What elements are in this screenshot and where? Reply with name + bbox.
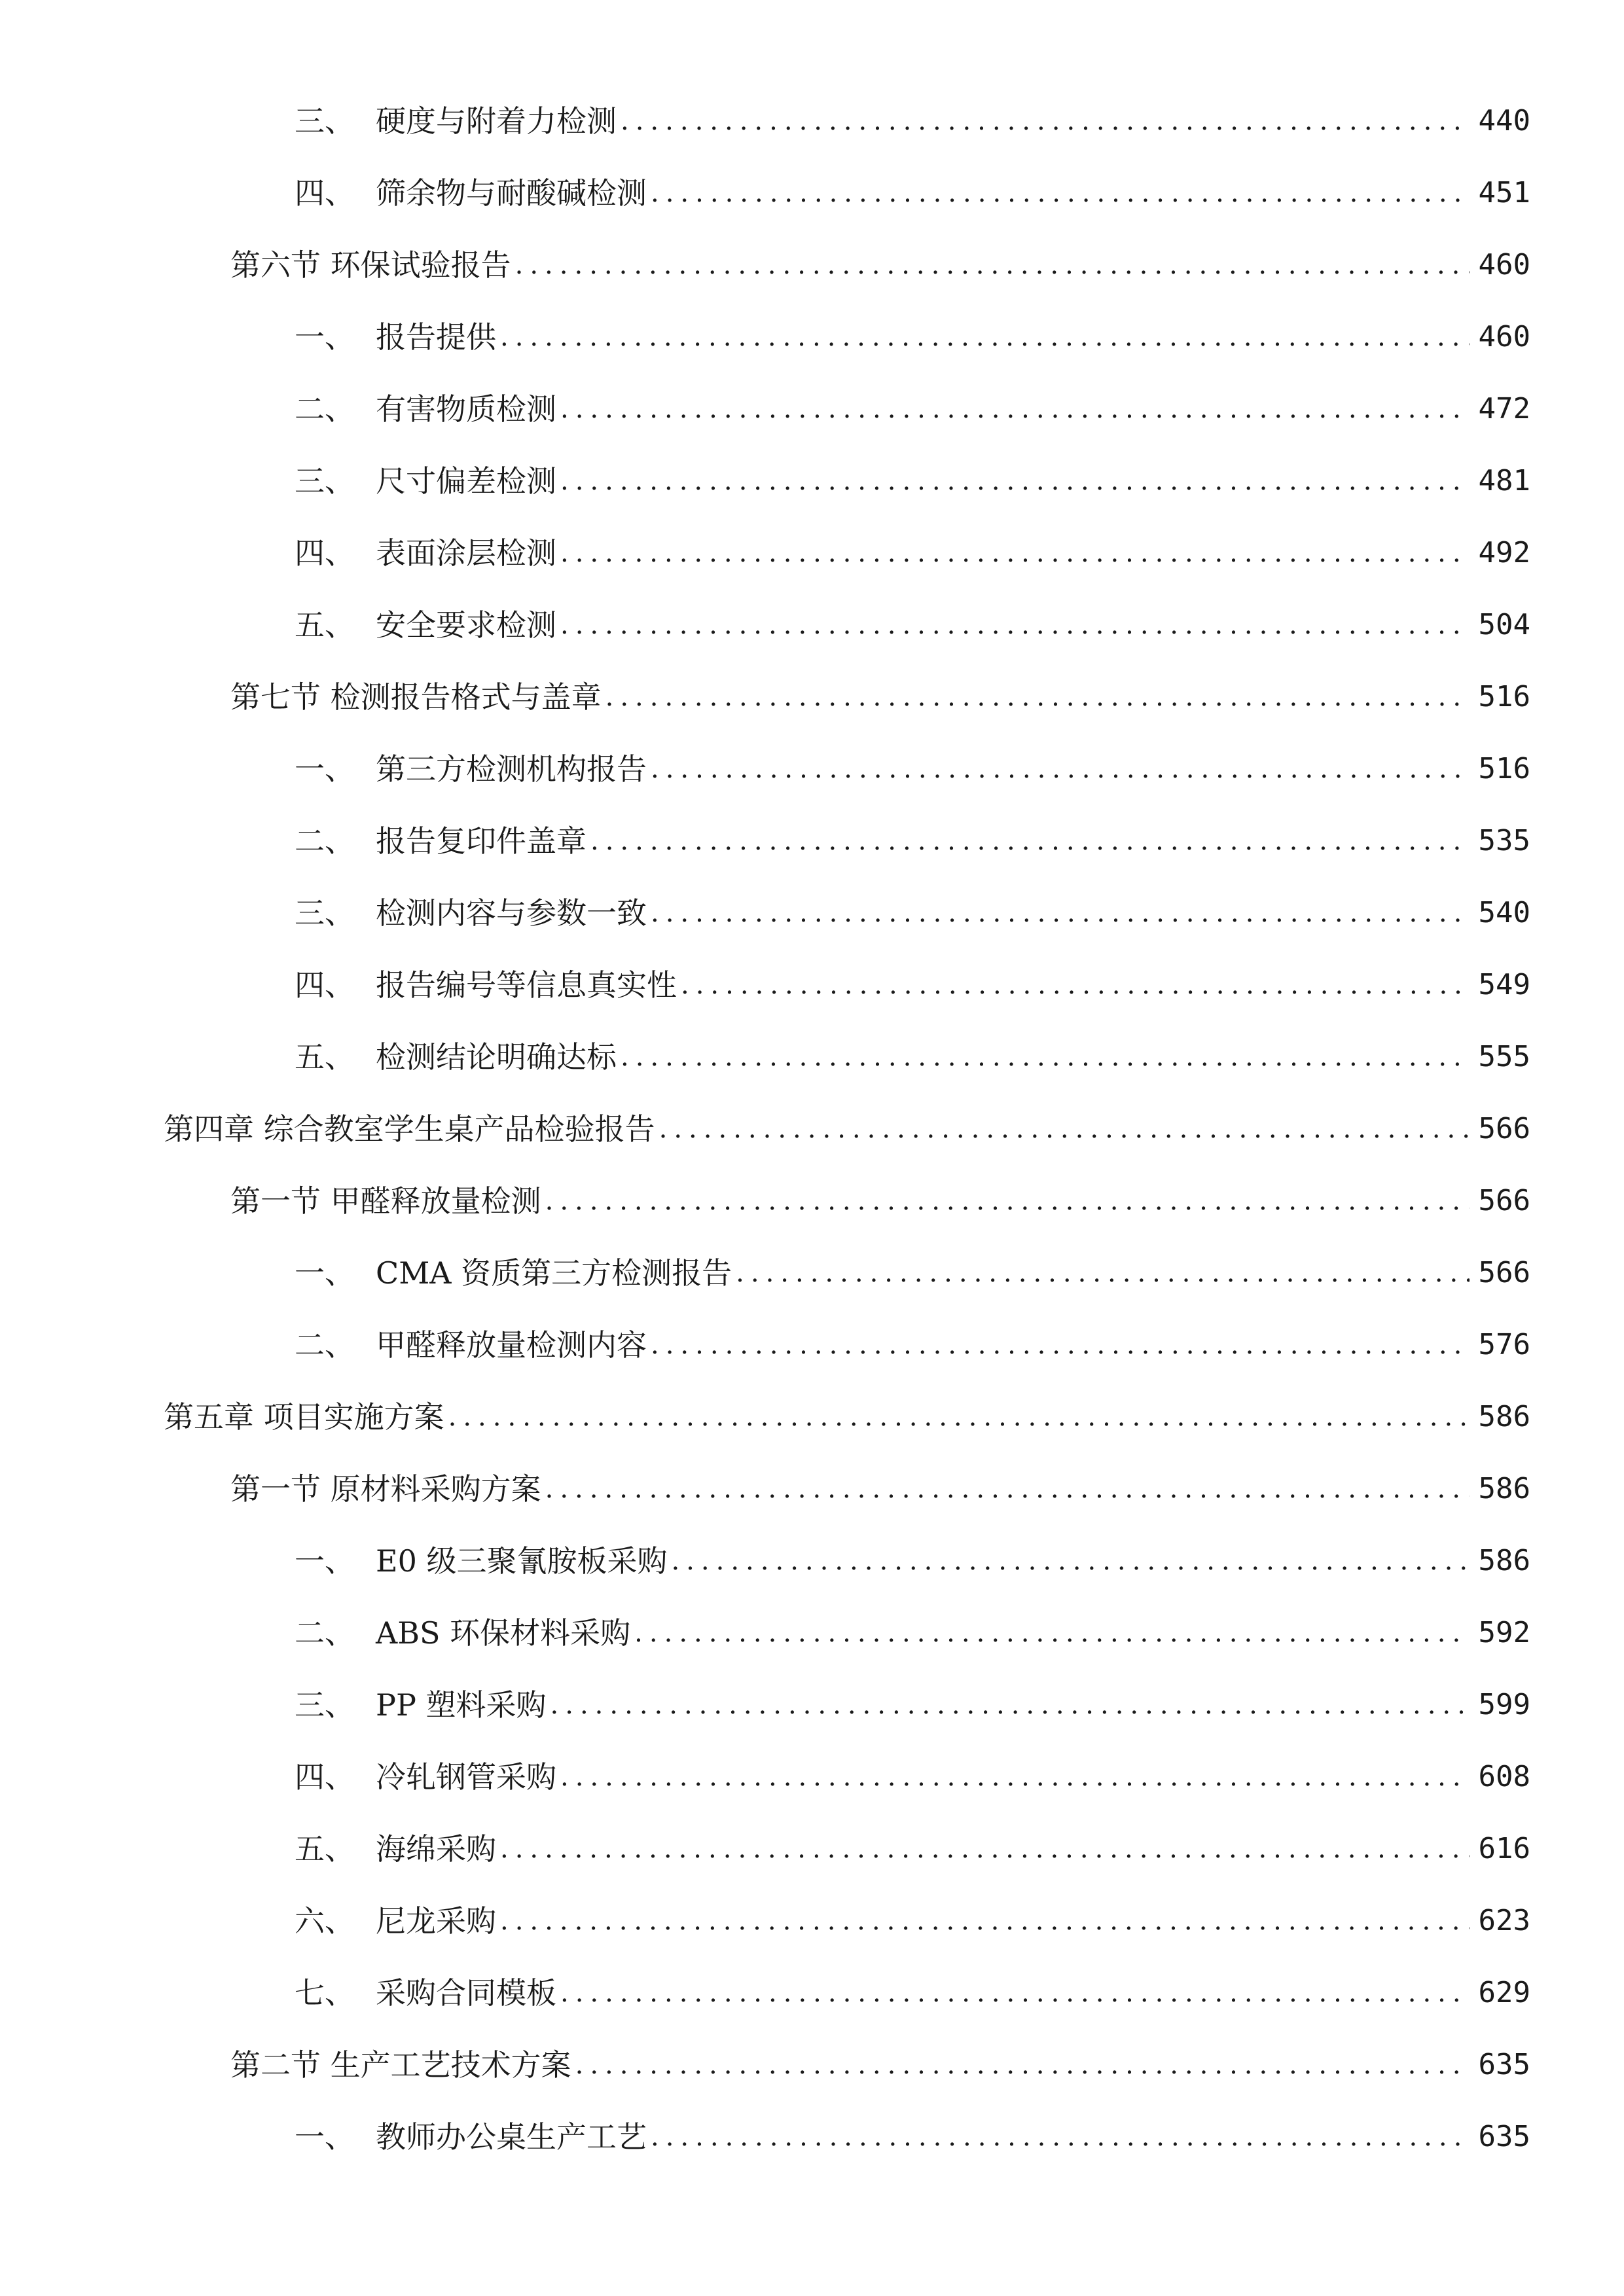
toc-entry[interactable] — [295, 1682, 1530, 1728]
toc-entry-page: 481 — [1478, 464, 1530, 497]
toc-entry-page: 566 — [1478, 1112, 1530, 1145]
toc-section-entry[interactable] — [230, 1466, 1530, 1512]
toc-entry-page: 451 — [1478, 176, 1530, 209]
toc-entry-page: 586 — [1478, 1544, 1530, 1577]
toc-entry-title: PP 塑料采购 — [376, 1687, 547, 1723]
toc-dot-leader — [621, 98, 1470, 144]
toc-entry-page: 460 — [1478, 248, 1530, 281]
toc-entry-number: 一、 — [295, 1255, 355, 1291]
toc-dot-leader — [621, 1034, 1470, 1080]
toc-dot-leader — [651, 2114, 1470, 2160]
toc-dot-leader — [651, 170, 1470, 216]
toc-entry-title: 筛余物与耐酸碱检测 — [376, 175, 647, 211]
toc-entry-page: 592 — [1478, 1616, 1530, 1649]
toc-entry-number: 二、 — [295, 391, 355, 427]
toc-entry-number: 四、 — [295, 967, 355, 1003]
toc-entry[interactable] — [295, 458, 1530, 504]
toc-entry-title: 第四章 综合教室学生桌产品检验报告 — [164, 1111, 655, 1147]
toc-entry[interactable] — [295, 170, 1530, 216]
toc-entry[interactable] — [295, 1970, 1530, 2016]
toc-entry-page: 635 — [1478, 2120, 1530, 2153]
toc-entry-title: 教师办公桌生产工艺 — [376, 2119, 647, 2155]
toc-entry-title: 报告编号等信息真实性 — [376, 967, 677, 1003]
toc-entry[interactable] — [295, 530, 1530, 576]
toc-entry-title: 第七节 检测报告格式与盖章 — [230, 679, 602, 715]
toc-entry-number: 四、 — [295, 1759, 355, 1795]
toc-entry-number: 一、 — [295, 2119, 355, 2155]
toc-entry-page: 549 — [1478, 968, 1530, 1001]
toc-dot-leader — [651, 1322, 1470, 1368]
toc-entry-title: 安全要求检测 — [376, 607, 556, 643]
toc-entry-page: 599 — [1478, 1688, 1530, 1721]
toc-dot-leader — [659, 1106, 1470, 1152]
toc-entry-title: 报告提供 — [376, 319, 496, 355]
toc-dot-leader — [560, 386, 1470, 432]
toc-entry-number: 三、 — [295, 895, 355, 931]
toc-entry-number: 五、 — [295, 1831, 355, 1867]
toc-section-entry[interactable] — [230, 2042, 1530, 2088]
toc-entry-title: 第一节 甲醛释放量检测 — [230, 1183, 541, 1219]
toc-entry-number: 六、 — [295, 1903, 355, 1939]
toc-dot-leader — [545, 1178, 1470, 1224]
toc-entry[interactable] — [295, 1538, 1530, 1584]
toc-entry-title: 尼龙采购 — [376, 1903, 496, 1939]
toc-dot-leader — [634, 1610, 1469, 1656]
toc-entry-number: 一、 — [295, 319, 355, 355]
toc-entry-title: 检测结论明确达标 — [376, 1039, 617, 1075]
toc-entry[interactable] — [295, 386, 1530, 432]
toc-entry-page: 535 — [1478, 824, 1530, 857]
toc-dot-leader — [545, 1466, 1470, 1512]
toc-entry-page: 540 — [1478, 896, 1530, 929]
toc-dot-leader — [651, 746, 1470, 792]
toc-entry-number: 一、 — [295, 751, 355, 787]
toc-dot-leader — [448, 1394, 1470, 1440]
toc-entry-page: 504 — [1478, 608, 1530, 641]
toc-entry[interactable] — [295, 314, 1530, 360]
toc-entry[interactable] — [295, 1826, 1530, 1872]
toc-dot-leader — [560, 602, 1470, 648]
toc-entry-page: 623 — [1478, 1904, 1530, 1937]
toc-entry-title: 采购合同模板 — [376, 1975, 556, 2011]
toc-entry-title: 第六节 环保试验报告 — [230, 247, 511, 283]
toc-entry-number: 一、 — [295, 1543, 355, 1579]
toc-dot-leader — [560, 530, 1470, 576]
toc-dot-leader — [681, 962, 1470, 1008]
toc-entry-number: 二、 — [295, 1327, 355, 1363]
toc-entry-page: 608 — [1478, 1760, 1530, 1793]
toc-entry-page: 629 — [1478, 1976, 1530, 2009]
toc-entry[interactable] — [295, 818, 1530, 864]
toc-dot-leader — [575, 2042, 1470, 2088]
toc-entry-page: 576 — [1478, 1328, 1530, 1361]
toc-entry-title: 海绵采购 — [376, 1831, 496, 1867]
toc-dot-leader — [550, 1682, 1470, 1728]
toc-entry-page: 635 — [1478, 2048, 1530, 2081]
toc-entry[interactable] — [295, 1250, 1530, 1296]
toc-entry-title: 甲醛释放量检测内容 — [376, 1327, 647, 1363]
toc-entry-number: 五、 — [295, 1039, 355, 1075]
toc-entry-number: 四、 — [295, 175, 355, 211]
toc-entry[interactable] — [295, 746, 1530, 792]
toc-entry-page: 566 — [1478, 1184, 1530, 1217]
toc-entry-page: 472 — [1478, 392, 1530, 425]
toc-section-entry[interactable] — [230, 674, 1530, 720]
toc-entry-number: 三、 — [295, 463, 355, 499]
toc-entry-title: 尺寸偏差检测 — [376, 463, 556, 499]
toc-entry-page: 492 — [1478, 536, 1530, 569]
toc-entry-page: 440 — [1478, 104, 1530, 137]
toc-entry-number: 七、 — [295, 1975, 355, 2011]
toc-entry-page: 586 — [1478, 1472, 1530, 1505]
toc-chapter-entry[interactable] — [164, 1106, 1530, 1152]
toc-entry[interactable] — [295, 962, 1530, 1008]
toc-entry-title: 检测内容与参数一致 — [376, 895, 647, 931]
toc-section-entry[interactable] — [230, 1178, 1530, 1224]
toc-dot-leader — [500, 314, 1470, 360]
toc-entry[interactable] — [295, 1034, 1530, 1080]
toc-entry[interactable] — [295, 1322, 1530, 1368]
toc-entry[interactable] — [295, 98, 1530, 144]
toc-entry-page: 586 — [1478, 1400, 1530, 1433]
toc-entry-number: 三、 — [295, 1687, 355, 1723]
toc-entry[interactable] — [295, 890, 1530, 936]
toc-entry-title: 冷轧钢管采购 — [376, 1759, 556, 1795]
toc-dot-leader — [560, 1754, 1470, 1800]
toc-entry-page: 516 — [1478, 680, 1530, 713]
toc-entry-page: 616 — [1478, 1832, 1530, 1865]
toc-entry-title: 表面涂层检测 — [376, 535, 556, 571]
toc-entry-title: 硬度与附着力检测 — [376, 103, 617, 139]
toc-entry-title: 第五章 项目实施方案 — [164, 1399, 444, 1435]
toc-entry-title: 第三方检测机构报告 — [376, 751, 647, 787]
toc-entry-title: E0 级三聚氰胺板采购 — [376, 1543, 668, 1579]
toc-entry-number: 三、 — [295, 103, 355, 139]
toc-dot-leader — [736, 1250, 1469, 1296]
toc-entry-number: 二、 — [295, 1615, 355, 1651]
toc-chapter-entry[interactable] — [164, 1394, 1530, 1440]
toc-dot-leader — [500, 1826, 1470, 1872]
toc-dot-leader — [590, 818, 1470, 864]
toc-entry-title: 有害物质检测 — [376, 391, 556, 427]
toc-dot-leader — [651, 890, 1470, 936]
toc-entry-number: 四、 — [295, 535, 355, 571]
toc-entry-title: CMA 资质第三方检测报告 — [376, 1255, 732, 1291]
toc-entry-title: 第二节 生产工艺技术方案 — [230, 2047, 571, 2083]
toc-entry-page: 516 — [1478, 752, 1530, 785]
toc-entry-page: 555 — [1478, 1040, 1530, 1073]
toc-entry[interactable] — [295, 2114, 1530, 2160]
toc-entry-page: 460 — [1478, 320, 1530, 353]
toc-dot-leader — [500, 1898, 1470, 1944]
toc-entry-number: 五、 — [295, 607, 355, 643]
toc-entry[interactable] — [295, 1610, 1530, 1656]
toc-entry[interactable] — [295, 602, 1530, 648]
toc-dot-leader — [560, 1970, 1470, 2016]
toc-entry-title: 报告复印件盖章 — [376, 823, 586, 859]
toc-dot-leader — [560, 458, 1470, 504]
toc-dot-leader — [671, 1538, 1469, 1584]
toc-entry[interactable] — [295, 1754, 1530, 1800]
toc-section-entry[interactable] — [230, 242, 1530, 288]
toc-entry-title: ABS 环保材料采购 — [376, 1615, 631, 1651]
toc-dot-leader — [605, 674, 1470, 720]
toc-entry-title: 第一节 原材料采购方案 — [230, 1471, 541, 1507]
toc-entry[interactable] — [295, 1898, 1530, 1944]
toc-dot-leader — [515, 242, 1470, 288]
toc-entry-number: 二、 — [295, 823, 355, 859]
toc-entry-page: 566 — [1478, 1256, 1530, 1289]
